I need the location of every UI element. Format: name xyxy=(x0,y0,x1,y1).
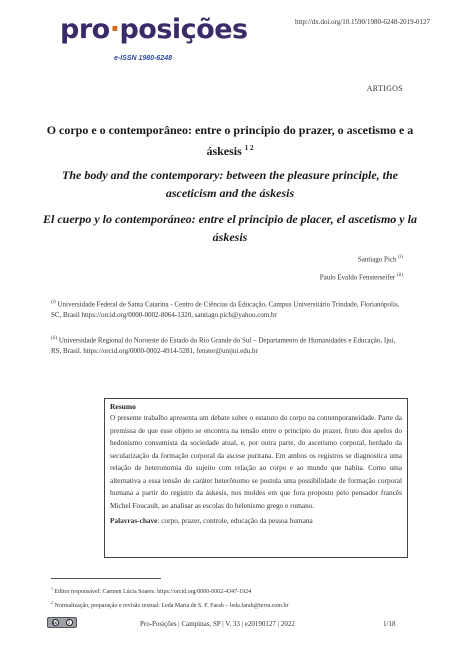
doi-link[interactable]: http://dx.doi.org/10.1590/1980-6248-2019-0127 xyxy=(294,18,430,26)
author-name: Paulo Evaldo Fensterseifer xyxy=(319,273,396,282)
affiliation-mark: (ii) xyxy=(51,336,58,341)
affiliation-mark: (i) xyxy=(51,300,56,305)
author-mark: (ii) xyxy=(396,273,403,278)
by-person-icon: i xyxy=(66,619,73,626)
footnote-text: Normalização, preparação e revisão textual: Leda Maria de S. F. Farah – leda.farah@terra.com.br xyxy=(54,603,289,609)
abstract-heading: Resumo xyxy=(110,402,136,411)
author-mark: (i) xyxy=(398,255,403,260)
logo-dot: · xyxy=(109,14,120,45)
abstract-box xyxy=(104,398,408,558)
footnote-mark: 2 xyxy=(51,600,53,605)
keywords xyxy=(110,516,402,525)
title-footnote-marks[interactable]: 1 2 xyxy=(244,144,254,152)
logo-text-pro: pro xyxy=(60,14,110,45)
affiliation-text: Universidade Regional do Noroeste do Estado do Rio Grande do Sul – Departamento de Humanidades e Educação, Ijuí, RS, Brasil. https://orcid.org/0000-0002-4914-5281, fenster@unijui.edu.br xyxy=(51,336,396,355)
cc-license-icon[interactable] xyxy=(47,617,77,628)
footnote-divider xyxy=(51,578,161,579)
title-spanish: El cuerpo y lo contemporáneo: entre el principio de placer, el ascetismo y la áskesis xyxy=(43,212,417,244)
title-pt-text: O corpo e o contemporâneo: entre o princípio do prazer, o ascetismo e a áskesis xyxy=(46,123,414,158)
footnote-text: Editor responsável: Carmen Lúcia Soares. https://orcid.org/0000-0002-4347-1924 xyxy=(54,589,252,595)
logo-text-posicoes: posições xyxy=(119,14,248,45)
title-english: The body and the contemporary: between the pleasure principle, the asceticism and the áskesis xyxy=(62,168,398,200)
keywords-label: Palavras-chave xyxy=(110,516,158,525)
page-number: 1/18 xyxy=(383,620,396,628)
journal-logo xyxy=(60,16,248,43)
title-portuguese xyxy=(40,121,420,160)
footnote-2 xyxy=(51,600,288,609)
affiliation-text: Universidade Federal de Santa Catarina - Centro de Ciências da Educação, Campus Universitário Trindade, Florianópolis, SC, Brasil https://orcid.org/0000-0002-8064-1320, santiago.pich@yahoo.com.br xyxy=(51,300,400,319)
affiliation-1 xyxy=(51,298,401,320)
footnote-mark: 1 xyxy=(51,586,53,591)
cc-circle-icon: cc xyxy=(52,620,58,625)
footnote-1 xyxy=(51,586,251,595)
abstract-text: O presente trabalho apresenta um debate sobre o estatuto do corpo na contemporaneidade. Parte da premissa de que esse objeto se encontra na tensão entre o princípio do prazer, fruto dos apelos do hedonismo consumista da sociedade atual, e, por outra parte, do ascetismo corporal, herdado da secularização da formação corporal da ascese puritana. Em ambos os registros se diagnostica uma relação de heteronomia do sujeito com relação ao corpo e ao mundo que habita. Como uma alternativa a essa tensão de caráter heterônomo se postula uma possibilidade de formação corporal humana a partir do registro da áskesis, nos moldes em que fora proposto pelo pensador francês Michel Foucault, ao analisar as escolas do helenismo grego e romano. xyxy=(110,413,402,510)
issn-label: e-ISSN 1980-6248 xyxy=(114,55,172,62)
section-label: ARTIGOS xyxy=(366,84,403,93)
author-2 xyxy=(320,273,403,281)
keywords-text: : corpo, prazer, controle, educação da pessoa humana xyxy=(157,516,313,525)
author-name: Santiago Pich xyxy=(357,255,397,264)
footer-citation: Pro-Posições | Campinas, SP | V. 33 | e20190127 | 2022 xyxy=(140,620,295,628)
author-1 xyxy=(358,255,403,263)
affiliation-2 xyxy=(51,334,401,356)
